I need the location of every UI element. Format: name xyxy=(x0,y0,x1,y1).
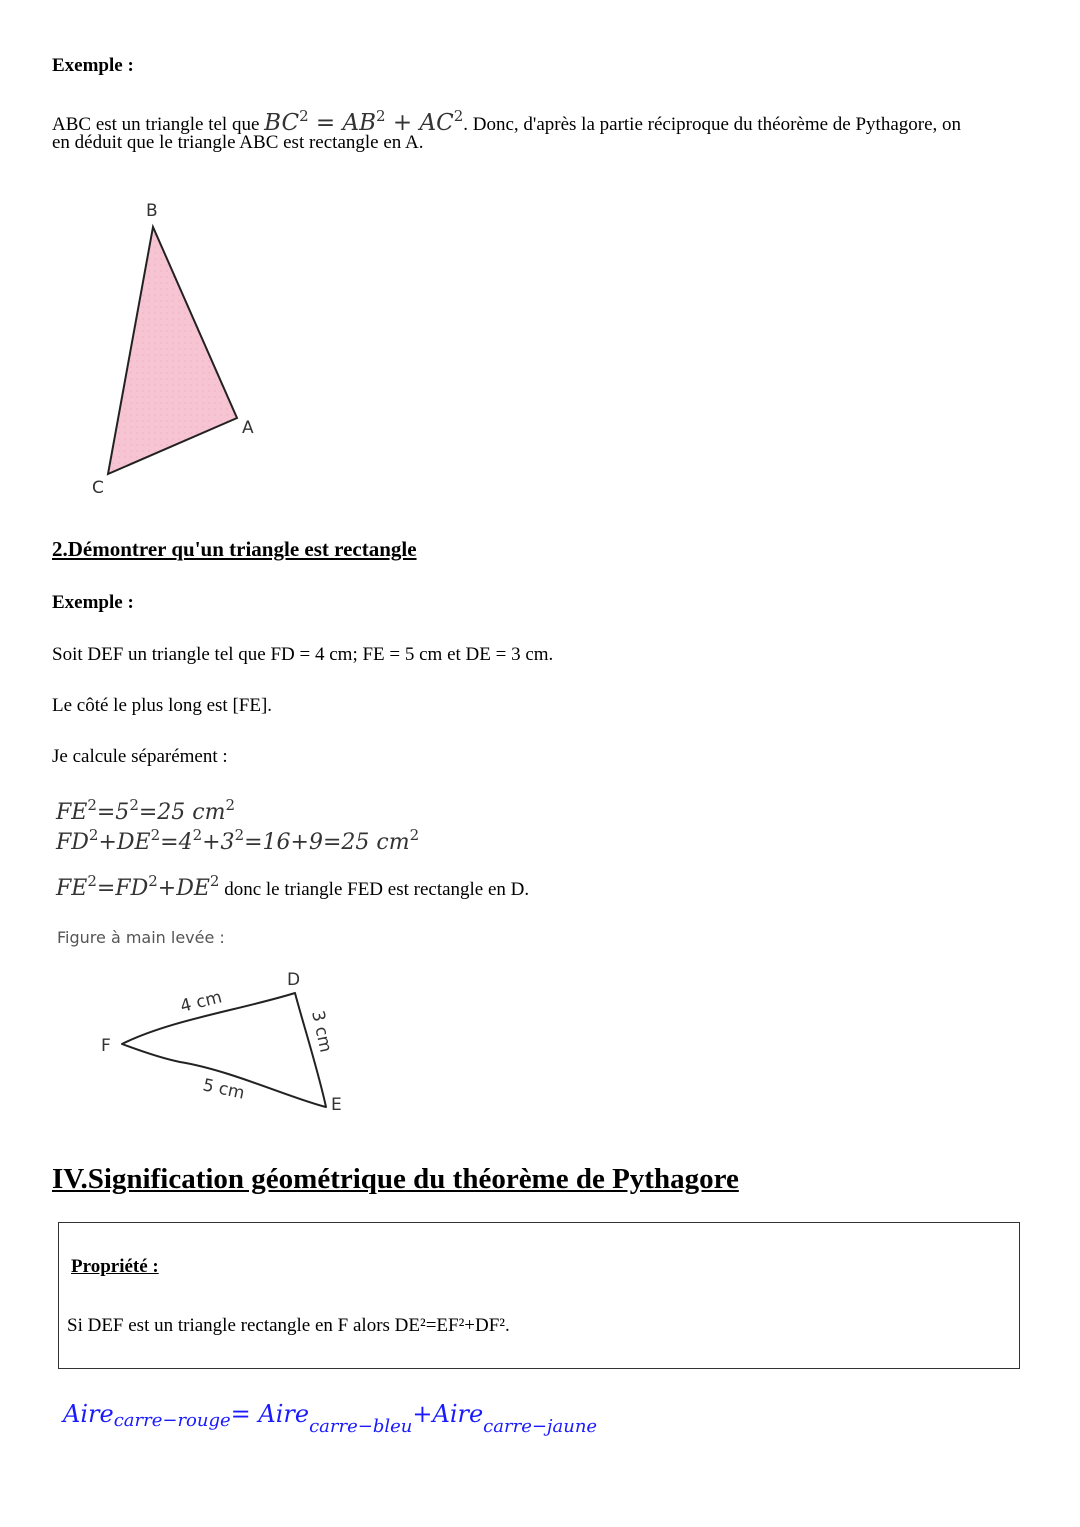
def-statement: Soit DEF un triangle tel que FD = 4 cm; FE = 5 cm et DE = 3 cm. xyxy=(52,644,554,665)
example-heading: Exemple : xyxy=(52,55,134,76)
conclusion-formula: $FE^2=FD^2+DE^2$ xyxy=(56,872,220,901)
conclusion-text: donc le triangle FED est rectangle en D. xyxy=(219,879,530,900)
figure-caption: Figure à main levée : xyxy=(57,928,225,947)
length-label-fd: 4 cm xyxy=(178,987,225,1017)
triangle-abc-figure xyxy=(80,190,280,500)
area-formula: Airecarre−rouge= Airecarre−bleu+Airecarre−jaune xyxy=(63,1400,598,1437)
section2-example-heading: Exemple : xyxy=(52,592,134,613)
length-label-de: 3 cm xyxy=(307,1008,336,1055)
calc-line-1: $FE^2=5^2=25$ $cm^2$ xyxy=(56,796,236,825)
length-label-fe: 5 cm xyxy=(200,1075,247,1104)
property-box xyxy=(58,1222,1020,1369)
vertex-label-f: F xyxy=(101,1036,111,1056)
example-text-line2: en déduit que le triangle ABC est rectangle en A. xyxy=(52,132,424,153)
pythagore-formula: $BC^2 = AB^2 + AC^2$ xyxy=(264,107,464,136)
property-text: Si DEF est un triangle rectangle en F alors DE²=EF²+DF². xyxy=(67,1315,510,1336)
vertex-label-e: E xyxy=(331,1095,342,1115)
example-text-end: . Donc, d'après la partie réciproque du théorème de Pythagore, on xyxy=(463,114,962,135)
property-title: Propriété : xyxy=(71,1256,159,1277)
example-text-start: ABC est un triangle tel que xyxy=(52,114,265,135)
section4-title: IV.Signification géométrique du théorème de Pythagore xyxy=(52,1163,739,1195)
vertex-label-a: A xyxy=(242,418,254,438)
section2-title: 2.Démontrer qu'un triangle est rectangle xyxy=(52,537,417,561)
vertex-label-d: D xyxy=(287,970,301,990)
vertex-label-b: B xyxy=(146,201,158,221)
triangle-abc xyxy=(108,227,237,474)
calc-intro: Je calcule séparément : xyxy=(52,746,228,767)
longest-side: Le côté le plus long est [FE]. xyxy=(52,695,273,716)
triangle-def-sketch xyxy=(90,960,370,1120)
calc-line-2: $FD^2+DE^2=4^2+3^2=16+9=25$ $cm^2$ xyxy=(56,826,420,855)
conclusion-line xyxy=(56,872,529,902)
vertex-label-c: C xyxy=(92,478,104,498)
